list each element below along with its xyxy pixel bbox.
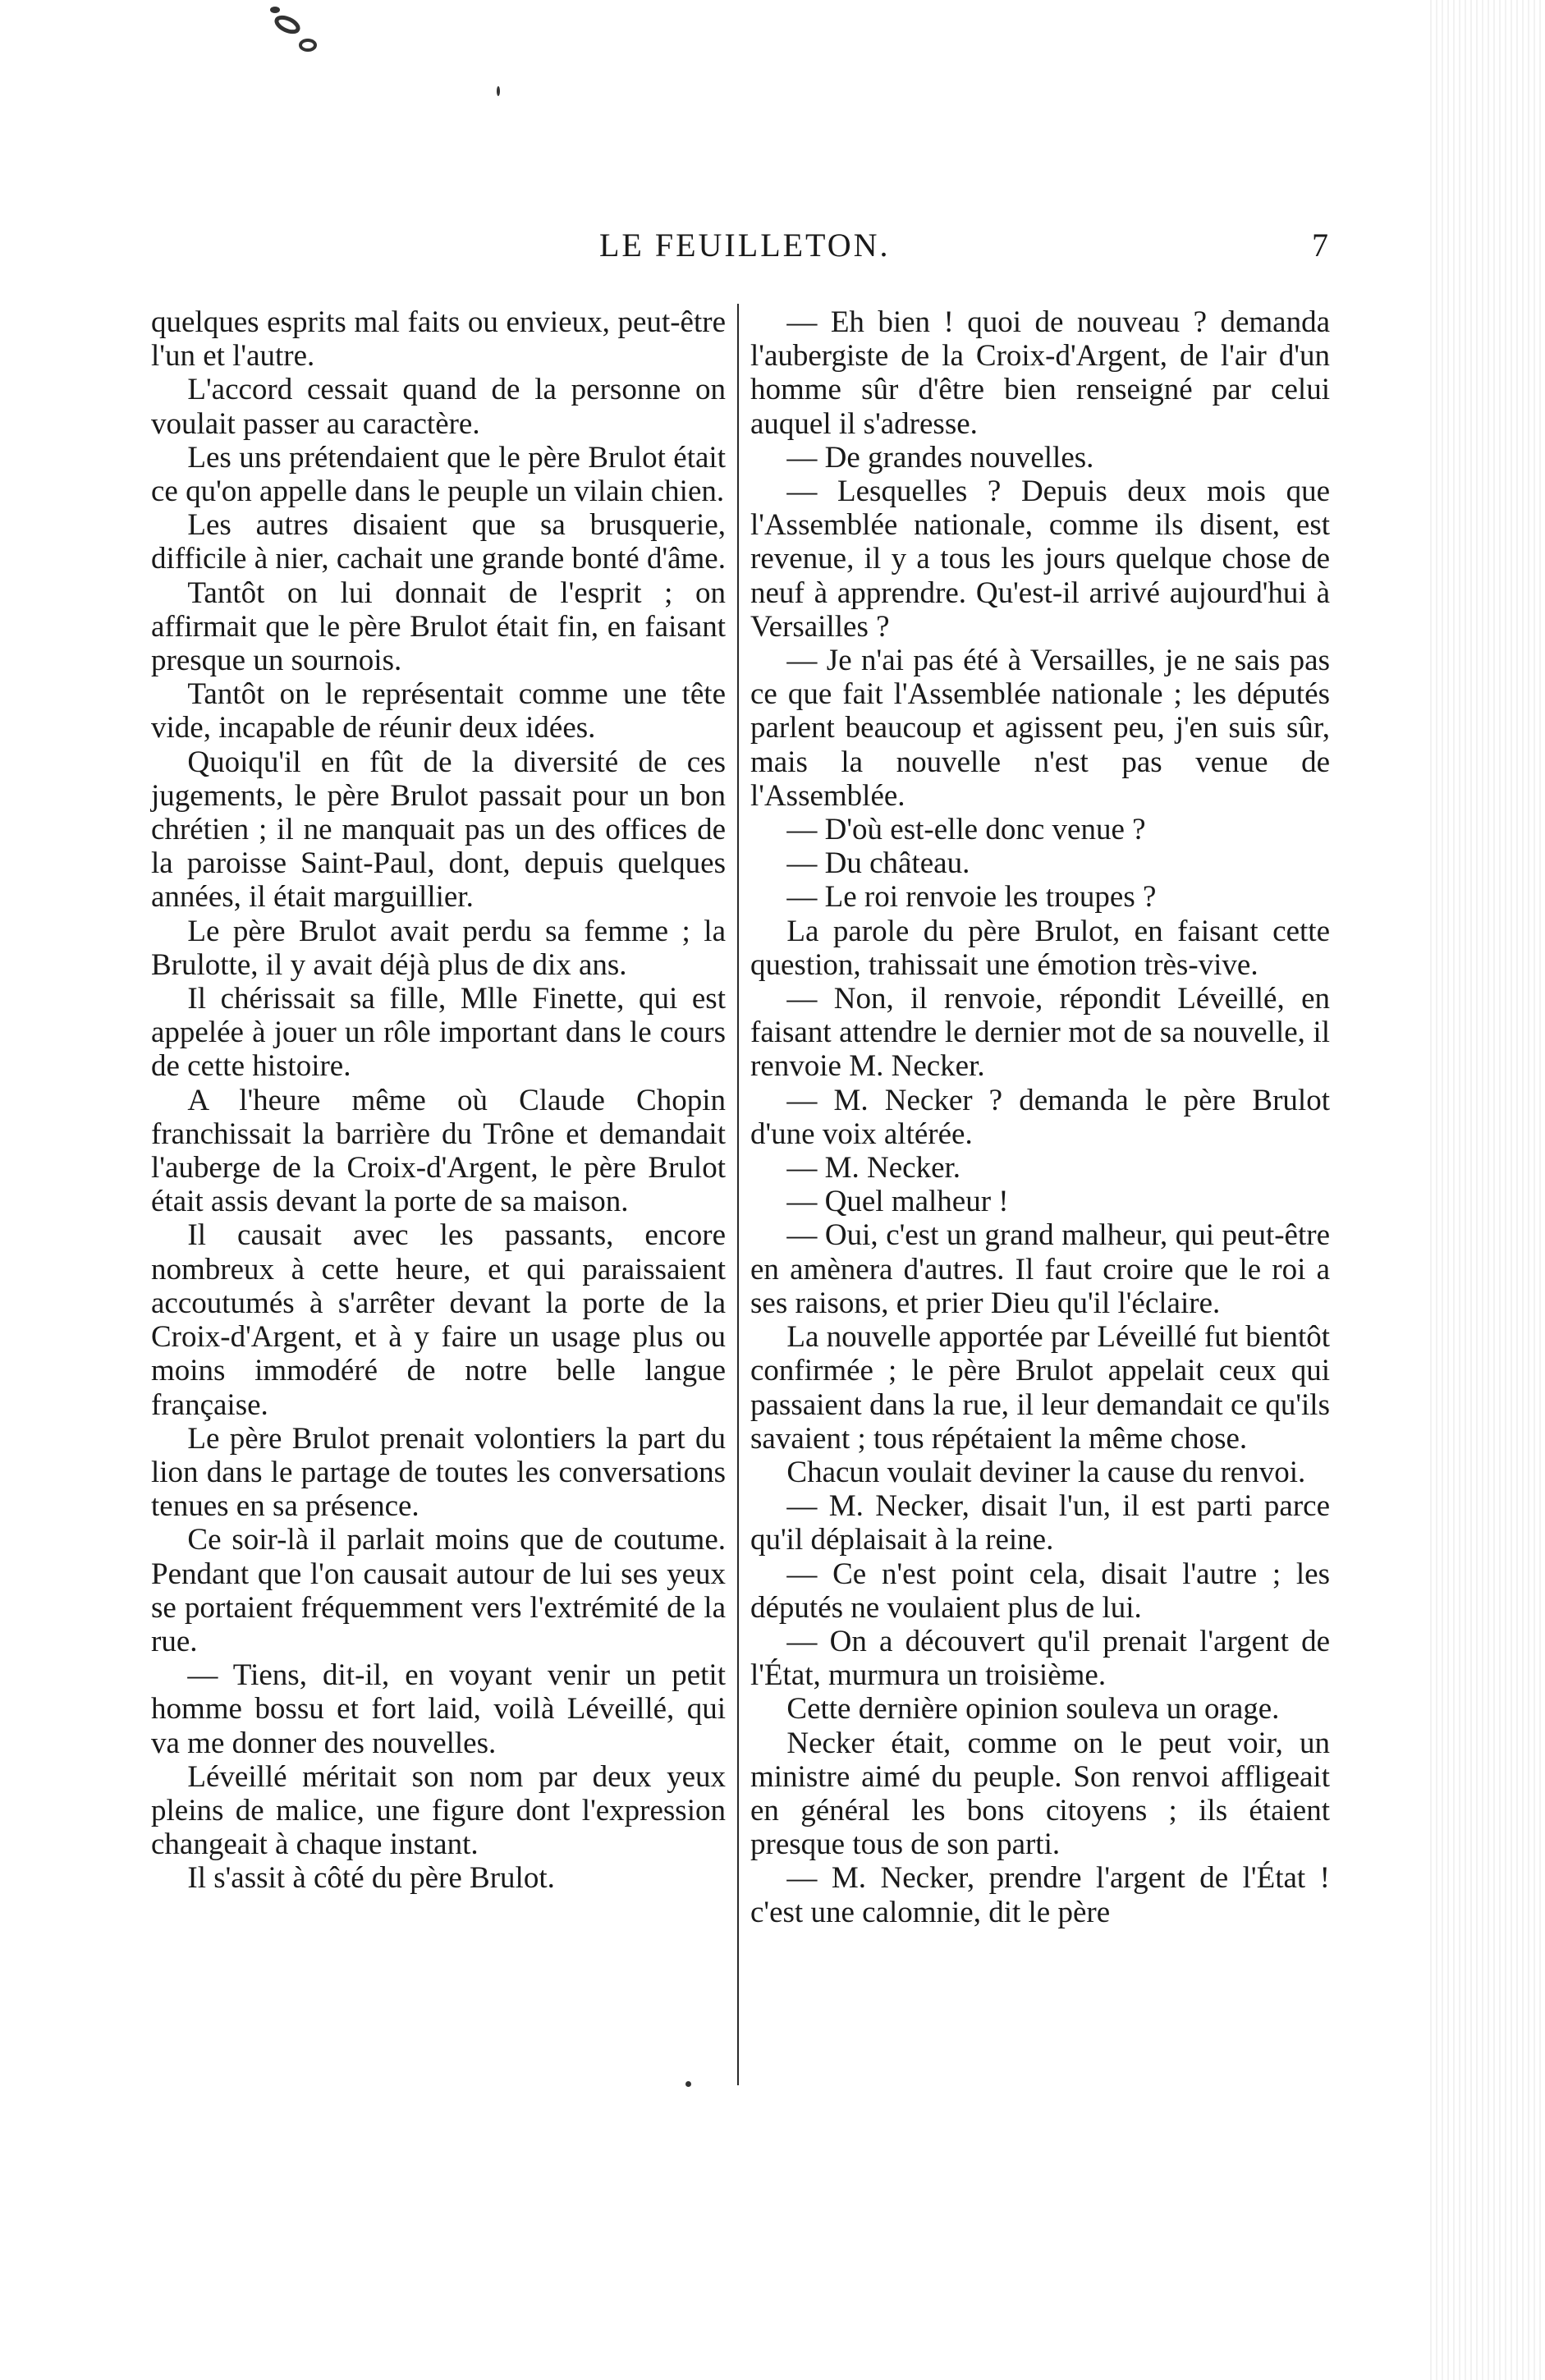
paragraph: — M. Necker, disait l'un, il est parti parce qu'il déplaisait à la reine. [750, 1489, 1330, 1557]
paragraph: Necker était, comme on le peut voir, un ministre aimé du peuple. Son renvoi affligeait en général les bons citoyens ; ils étaient presque tous de son parti. [750, 1726, 1330, 1862]
paragraph: — Le roi renvoie les troupes ? [786, 880, 1157, 915]
paragraph: — Oui, c'est un grand malheur, qui peut-être en amènera d'autres. Il faut croire que le roi a ses raisons, et prier Dieu qu'il l'éclaire. [750, 1218, 1330, 1320]
ink-speck [685, 2081, 691, 2087]
paragraph: Cette dernière opinion souleva un orage. [786, 1692, 1280, 1727]
paragraph: — Non, il renvoie, répondit Léveillé, en faisant attendre le dernier mot de sa nouvelle, il renvoie M. Necker. [750, 982, 1330, 1084]
paragraph: — M. Necker ? demanda le père Brulot d'une voix altérée. [750, 1083, 1330, 1151]
paragraph: Le père Brulot prenait volontiers la part du lion dans le partage de toutes les conversations tenues en sa présence. [151, 1421, 726, 1524]
paragraph: — Eh bien ! quoi de nouveau ? demanda l'aubergiste de la Croix-d'Argent, de l'air d'un homme sûr d'être bien renseigné par celui auquel il s'adresse. [750, 305, 1330, 441]
paragraph: Ce soir-là il parlait moins que de coutume. Pendant que l'on causait autour de lui ses yeux se portaient fréquemment vers l'extrémité de la rue. [151, 1523, 726, 1658]
paragraph: quelques esprits mal faits ou envieux, peut-être l'un et l'autre. [151, 305, 726, 374]
paragraph: Il chérissait sa fille, Mlle Finette, qui est appelée à jouer un rôle important dans le cours de cette histoire. [151, 982, 726, 1084]
paragraph: La parole du père Brulot, en faisant cette question, trahissait une émotion très-vive. [750, 914, 1330, 982]
paragraph: — De grandes nouvelles. [786, 440, 1094, 475]
paragraph: — Je n'ai pas été à Versailles, je ne sais pas ce que fait l'Assemblée nationale ; les députés parlent beaucoup et agissent peu, j'en suis sûr, mais la nouvelle n'est pas venue de l'Assemblée. [750, 644, 1330, 813]
paragraph: La nouvelle apportée par Léveillé fut bientôt confirmée ; le père Brulot appelait ceux qui passaient dans la rue, il leur demandait ce qu'ils savaient ; tous répétaient la même chose. [750, 1320, 1331, 1456]
ink-speck [497, 86, 500, 96]
right-text-column [750, 305, 1330, 1929]
paragraph: — Tiens, dit-il, en voyant venir un petit homme bossu et fort laid, voilà Léveillé, qui va me donner des nouvelles. [151, 1658, 726, 1760]
page-number: 7 [1312, 227, 1328, 264]
paragraph: A l'heure même où Claude Chopin franchissait la barrière du Trône et demandait l'auberge de la Croix-d'Argent, le père Brulot était assis devant la porte de sa maison. [151, 1083, 726, 1219]
paragraph: — M. Necker, prendre l'argent de l'État ! c'est une calomnie, dit le père [750, 1861, 1330, 1929]
paragraph: Les uns prétendaient que le père Brulot était ce qu'on appelle dans le peuple un vilain chien. [151, 440, 726, 509]
paragraph: Quoiqu'il en fût de la diversité de ces jugements, le père Brulot passait pour un bon chrétien ; il ne manquait pas un des offices de la paroisse Saint-Paul, dont, depuis quelques années, il était marguillier. [151, 745, 726, 915]
paragraph: — Ce n'est point cela, disait l'autre ; les députés ne voulaient plus de lui. [750, 1557, 1330, 1625]
paragraph: — Quel malheur ! [786, 1185, 1009, 1219]
ink-blot-mark [250, 0, 324, 57]
scan-edge-noise [1430, 0, 1545, 2380]
page-header [0, 226, 1545, 283]
column-divider [737, 304, 739, 2085]
paragraph: Le père Brulot avait perdu sa femme ; la Brulotte, il y avait déjà plus de dix ans. [151, 914, 726, 982]
paragraph: Il causait avec les passants, encore nombreux à cette heure, et qui paraissaient accoutumés à s'arrêter devant la porte de la Croix-d'Argent, et à y faire un usage plus ou moins immodéré de notre belle langue française. [151, 1218, 726, 1422]
paragraph: Il s'assit à côté du père Brulot. [187, 1861, 555, 1896]
paragraph: Tantôt on le représentait comme une tête vide, incapable de réunir deux idées. [151, 677, 726, 745]
paragraph: — D'où est-elle donc venue ? [786, 813, 1146, 847]
paragraph: Tantôt on lui donnait de l'esprit ; on affirmait que le père Brulot était fin, en faisant presque un sournois. [151, 576, 726, 678]
paragraph: Chacun voulait deviner la cause du renvoi. [786, 1455, 1306, 1489]
left-text-column [151, 305, 726, 1896]
paragraph: Les autres disaient que sa brusquerie, difficile à nier, cachait une grande bonté d'âme. [151, 508, 726, 576]
running-title: LE FEUILLETON. [599, 227, 891, 264]
paragraph: — On a découvert qu'il prenait l'argent de l'État, murmura un troisième. [750, 1624, 1330, 1693]
paragraph: Léveillé méritait son nom par deux yeux pleins de malice, une figure dont l'expression changeait à chaque instant. [151, 1759, 726, 1862]
paragraph: L'accord cessait quand de la personne on voulait passer au caractère. [151, 373, 726, 441]
paragraph: — M. Necker. [786, 1151, 961, 1185]
paragraph: — Du château. [786, 846, 970, 881]
paragraph: — Lesquelles ? Depuis deux mois que l'Assemblée nationale, comme ils disent, est revenue, il y a tous les jours quelque chose de neuf à apprendre. Qu'est-il arrivé aujourd'hui à Versailles ? [750, 475, 1330, 644]
